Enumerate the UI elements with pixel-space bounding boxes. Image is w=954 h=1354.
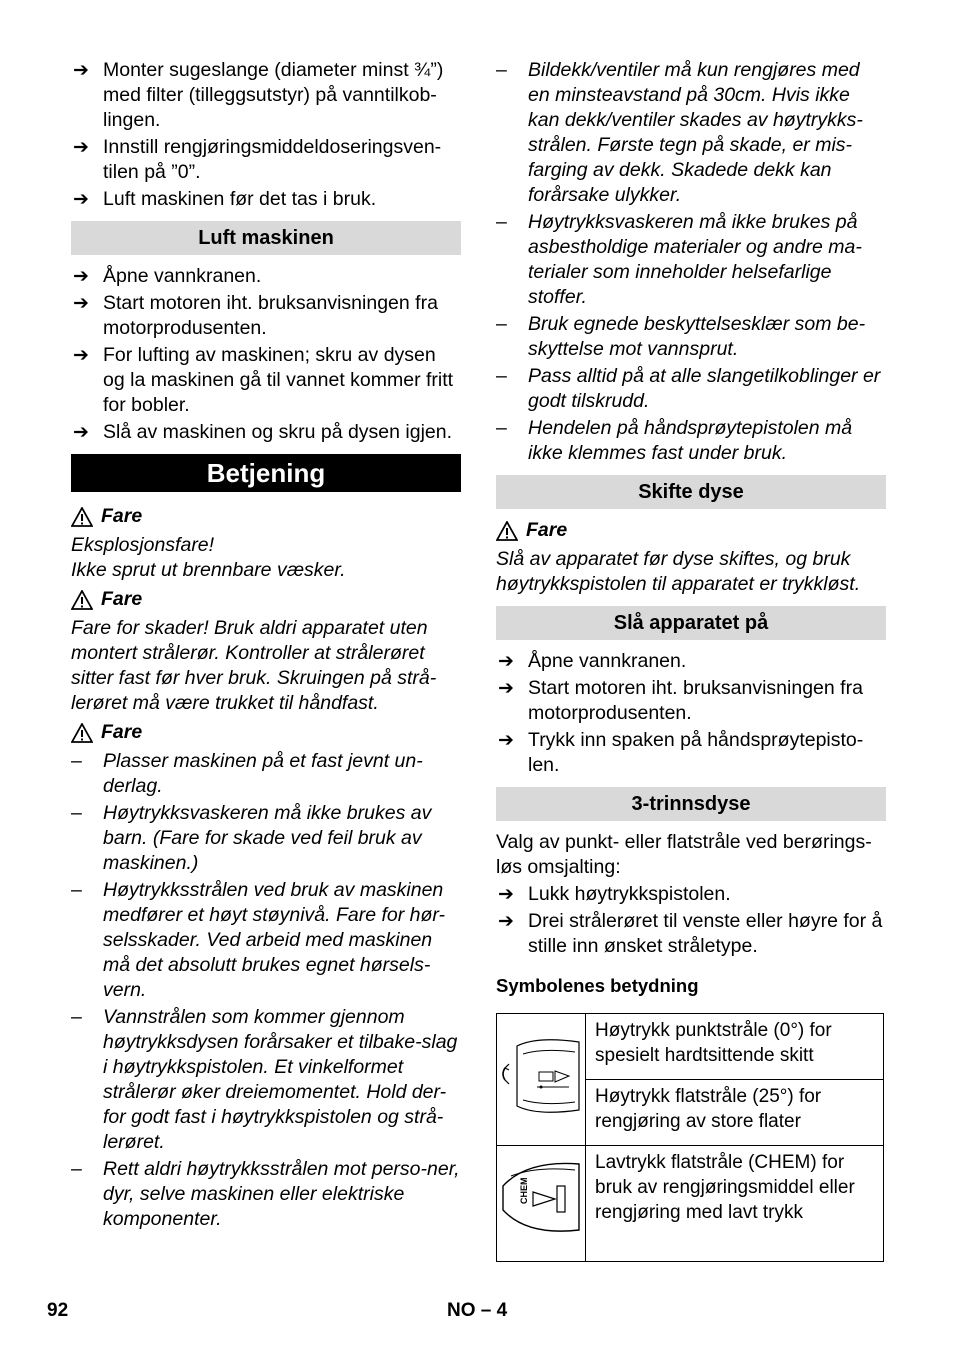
symbols-table (496, 1013, 884, 1262)
symbol-description: Høytrykk flatstråle (25°) for rengjøring av store flater (586, 1080, 884, 1146)
list-item: ➔ Start motoren iht. bruksanvisningen fra motorprodusenten. (73, 292, 438, 339)
left-column (71, 58, 461, 1234)
warning-label: Fare (496, 518, 886, 543)
section-marker: NO – 4 (447, 1300, 508, 1321)
arrow-icon: ➔ (498, 678, 514, 699)
list-item: ➔ Monter sugeslange (diameter minst ¾”) med filter (tilleggsutstyr) på vanntilkob-lingen. (73, 59, 444, 131)
table-row (497, 1146, 884, 1262)
main-heading-betjening: Betjening (71, 454, 461, 492)
symbol-description: Høytrykk punktstråle (0°) for spesielt hardtsittende skitt (586, 1014, 884, 1080)
symbol-description: Lavtrykk flatstråle (CHEM) for bruk av rengjøringsmiddel eller rengjøring med lavt trykk (586, 1146, 884, 1262)
list-item: ➔ Åpne vannkranen. (498, 650, 687, 672)
dash-icon: – (496, 365, 507, 387)
arrow-icon: ➔ (73, 266, 89, 287)
arrow-icon: ➔ (73, 189, 89, 210)
list-item: ➔ Åpne vannkranen. (73, 265, 262, 287)
dash-icon: – (496, 417, 507, 439)
dash-icon: – (496, 211, 507, 233)
warning-triangle-icon (71, 723, 93, 743)
list-item: – Bruk egnede beskyttelsesklær som be-skyttelse mot vannsprut. (496, 313, 866, 360)
list-item: ➔ Luft maskinen før det tas i bruk. (73, 188, 377, 210)
arrow-icon: ➔ (73, 137, 89, 158)
chem-label: CHEM (519, 1177, 529, 1204)
warning-triangle-icon (71, 590, 93, 610)
nozzle-chem-icon (497, 1146, 585, 1254)
list-item: ➔ Slå av maskinen og skru på dysen igjen. (73, 421, 453, 443)
warning-triangle-icon (496, 521, 518, 541)
dash-icon: – (71, 750, 82, 772)
list-item: ➔ Trykk inn spaken på håndsprøytepisto-len. (498, 729, 864, 776)
list-item: – Plasser maskinen på et fast jevnt un-derlag. (71, 750, 423, 797)
nozzle-high-pressure-icon (497, 1014, 585, 1138)
warning-text: Slå av apparatet før dyse skiftes, og bruk høytrykkspistolen til apparatet er trykkløst. (496, 548, 861, 595)
paragraph: Valg av punkt- eller flatstråle ved berørings-løs omsjalting: (496, 831, 872, 878)
section-heading-luft: Luft maskinen (71, 221, 461, 255)
warning-text: Eksplosjonsfare! Ikke sprut ut brennbare væsker. (71, 534, 346, 581)
arrow-icon: ➔ (73, 422, 89, 443)
warning-triangle-icon (71, 507, 93, 527)
section-heading-skifte: Skifte dyse (496, 475, 886, 509)
arrow-icon: ➔ (498, 884, 514, 905)
section-heading-sla-pa: Slå apparatet på (496, 606, 886, 640)
dash-icon: – (71, 1006, 82, 1028)
list-item: ➔ For lufting av maskinen; skru av dysen og la maskinen gå til vannet kommer fritt for bobler. (73, 344, 454, 416)
list-item: – Hendelen på håndsprøytepistolen må ikke klemmes fast under bruk. (496, 417, 853, 464)
symbols-title: Symbolenes betydning (496, 975, 699, 996)
arrow-icon: ➔ (498, 730, 514, 751)
warning-text: Fare for skader! Bruk aldri apparatet uten montert strålerør. Kontroller at strålerøret sitter fast før hver bruk. Skruingen på strå-lerøret må være trukket til håndfast. (71, 617, 437, 714)
dash-icon: – (71, 802, 82, 824)
arrow-icon: ➔ (498, 651, 514, 672)
warning-label: Fare (71, 720, 461, 745)
right-column (496, 58, 886, 998)
arrow-icon: ➔ (73, 60, 89, 81)
dash-icon: – (496, 313, 507, 335)
dash-icon: – (71, 1158, 82, 1180)
warning-label: Fare (71, 504, 461, 529)
list-item: – Høytrykksstrålen ved bruk av maskinen medfører et høyt støynivå. Fare for hør-selsskader. Ved arbeid med maskinen må det absolutt brukes egnet hørsels-vern. (71, 879, 446, 1001)
list-item: – Rett aldri høytrykksstrålen mot perso-ner, dyr, selve maskinen eller elektriske komponenter. (71, 1158, 460, 1230)
list-item: – Høytrykksvaskeren må ikke brukes av barn. (Fare for skade ved feil bruk av maskinen.) (71, 802, 432, 874)
list-item: ➔ Innstill rengjøringsmiddeldoseringsven-tilen på ”0”. (73, 136, 442, 183)
list-item: – Pass alltid på at alle slangetilkoblinger er godt tilskrudd. (496, 365, 881, 412)
table-row (497, 1014, 884, 1080)
list-item: – Vannstrålen som kommer gjennom høytrykksdysen forårsaker et tilbake-slag i høytrykkspistolen. Et vinkelformet strålerør øker dreiemomentet. Hold der-for godt fast i høytrykkspistolen og strå-lerøret. (71, 1006, 458, 1153)
dash-icon: – (71, 879, 82, 901)
warning-label: Fare (71, 587, 461, 612)
list-item: – Høytrykksvaskeren må ikke brukes på asbestholdige materialer og andre ma-terialer som inneholder helsefarlige stoffer. (496, 211, 862, 308)
nozzle-icon-cell (497, 1146, 586, 1262)
dash-icon: – (496, 59, 507, 81)
arrow-icon: ➔ (73, 293, 89, 314)
arrow-icon: ➔ (498, 911, 514, 932)
nozzle-icon-cell (497, 1014, 586, 1146)
list-item: – Bildekk/ventiler må kun rengjøres med en minsteavstand på 30cm. Hvis ikke kan dekk/ventiler skades av høytrykks-strålen. Første tegn på skade, er mis-farging av dekk. Skadede dekk kan forårsake ulykker. (496, 59, 863, 206)
section-heading-3-trinnsdyse: 3-trinnsdyse (496, 787, 886, 821)
list-item: ➔ Lukk høytrykkspistolen. (498, 883, 731, 905)
arrow-icon: ➔ (73, 345, 89, 366)
page-number: 92 (47, 1300, 69, 1321)
list-item: ➔ Start motoren iht. bruksanvisningen fra motorprodusenten. (498, 677, 863, 724)
list-item: ➔ Drei strålerøret til venste eller høyre for å stille inn ønsket stråletype. (498, 910, 883, 957)
